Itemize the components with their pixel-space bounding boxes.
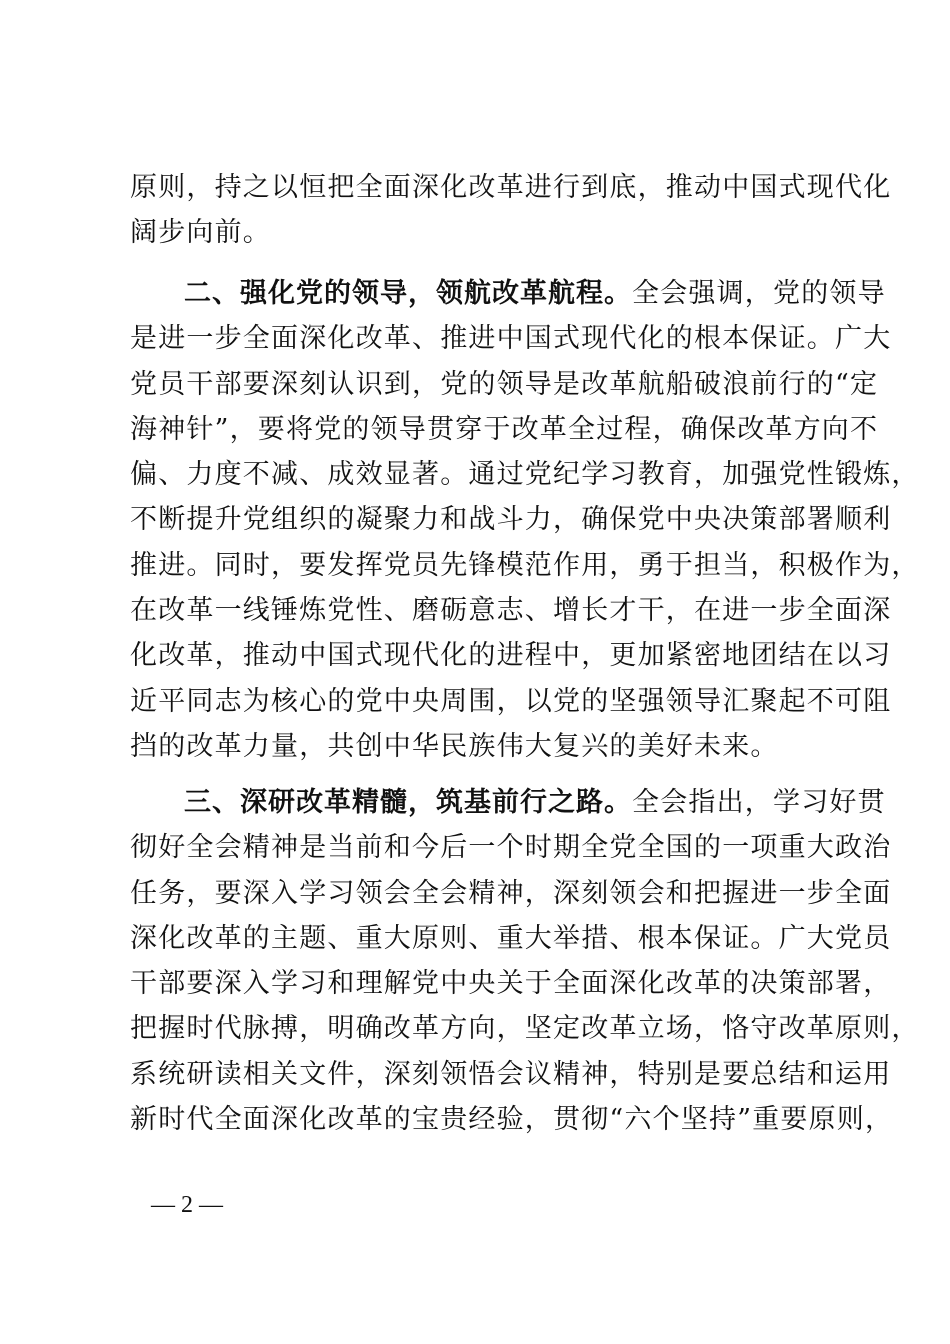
text-line: 在改革一线锤炼党性、磨砺意志、增长才干，在进一步全面深 [130,595,892,627]
text-line: 不断提升党组织的凝聚力和战斗力，确保党中央决策部署顺利 [130,504,892,536]
section-heading: 三、深研改革精髓，筑基前行之路。 [184,787,632,818]
text-line: 深化改革的主题、重大原则、重大举措、根本保证。广大党员 [130,922,892,954]
text-line: 新时代全面深化改革的宝贵经验，贯彻“六个坚持”重要原则， [130,1104,894,1136]
text-line: 推进。同时，要发挥党员先锋模范作用，勇于担当，积极作为， [130,549,920,581]
text-line: 化改革，推动中国式现代化的进程中，更加紧密地团结在以习 [130,640,892,672]
heading-line-text: 全会强调，党的领导 [632,278,886,309]
section-heading-line [130,780,886,825]
text-line: 干部要深入学习和理解党中央关于全面深化改革的决策部署， [130,968,892,1000]
page-number: — 2 — [151,1192,223,1218]
text-line: 党员干部要深刻认识到，党的领导是改革航船破浪前行的“定 [130,368,879,400]
text-line: 彻好全会精神是当前和今后一个时期全党全国的一项重大政治 [130,832,892,864]
section-heading-line [130,271,886,316]
text-line: 挡的改革力量，共创中华民族伟大复兴的美好未来。 [130,730,779,762]
text-line: 把握时代脉搏，明确改革方向，坚定改革立场，恪守改革原则， [130,1013,920,1045]
text-line: 阔步向前。 [130,217,271,249]
text-line: 近平同志为核心的党中央周围，以党的坚强领导汇聚起不可阻 [130,685,892,717]
text-line: 是进一步全面深化改革、推进中国式现代化的根本保证。广大 [130,323,892,355]
heading-line-text: 全会指出，学习好贯 [632,787,886,818]
text-line: 任务，要深入学习领会全会精神，深刻领会和把握进一步全面 [130,877,892,909]
section-three-paragraph [130,780,920,1142]
section-two-paragraph [130,271,920,769]
text-line: 海神针”，要将党的领导贯穿于改革全过程，确保改革方向不 [130,413,879,445]
text-line: 原则，持之以恒把全面深化改革进行到底，推动中国式现代化 [130,172,892,203]
text-line: 偏、力度不减、成效显著。通过党纪学习教育，加强党性锻炼， [130,459,920,491]
section-heading: 二、强化党的领导，领航改革航程。 [184,278,632,309]
paragraph-continuation [130,165,892,256]
text-line: 系统研读相关文件，深刻领悟会议精神，特别是要总结和运用 [130,1058,892,1090]
